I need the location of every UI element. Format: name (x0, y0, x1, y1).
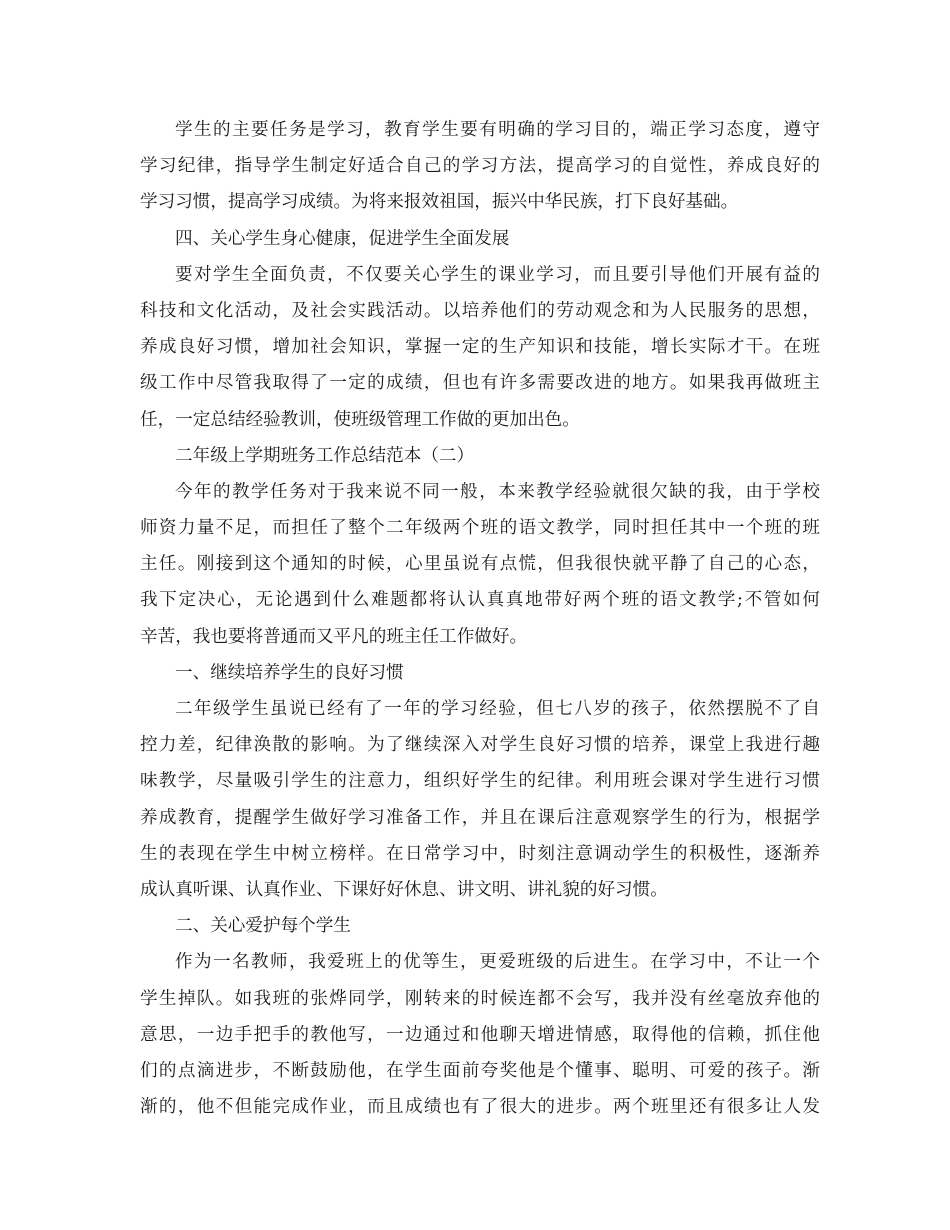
text-line: 生的表现在学生中树立榜样。在日常学习中，时刻注意调动学生的积极性，逐渐养 (140, 843, 820, 864)
text-line: 二年级学生虽说已经有了一年的学习经验，但七八岁的孩子，依然摆脱不了自 (175, 699, 820, 719)
text-line: 师资力量不足，而担任了整个二年级两个班的语文教学，同时担任其中一个班的班 (140, 518, 820, 539)
text-line: 学生掉队。如我班的张烨同学，刚转来的时候连都不会写，我并没有丝毫放弃他的 (140, 988, 820, 1009)
text-line: 学习纪律，指导学生制定好适合自己的学习方法，提高学习的自觉性，养成良好的 (140, 156, 820, 177)
text-line: 二、关心爱护每个学生 (175, 916, 351, 937)
text-line: 控力差，纪律涣散的影响。为了继续深入对学生良好习惯的培养，课堂上我进行趣 (140, 735, 820, 756)
text-line: 我下定决心，无论遇到什么难题都将认认真真地带好两个班的语文教学;不管如何 (140, 590, 820, 611)
text-line: 四、关心学生身心健康，促进学生全面发展 (175, 228, 510, 249)
text-line: 成认真听课、认真作业、下课好好休息、讲文明、讲礼貌的好习惯。 (140, 879, 668, 900)
document-body (140, 112, 820, 1125)
text-line: 味教学，尽量吸引学生的注意力，组织好学生的纪律。利用班会课对学生进行习惯 (140, 771, 820, 792)
text-line: 意思，一边手把手的教他写，一边通过和他聊天增进情感，取得他的信赖，抓住他 (140, 1024, 820, 1045)
text-line: 们的点滴进步，不断鼓励他，在学生面前夸奖他是个懂事、聪明、可爱的孩子。渐 (140, 1060, 820, 1081)
text-line: 辛苦，我也要将普通而又平凡的班主任工作做好。 (140, 626, 528, 647)
text-line: 科技和文化活动，及社会实践活动。以培养他们的劳动观念和为人民服务的思想， (140, 300, 820, 321)
text-line: 作为一名教师，我爱班上的优等生，更爱班级的后进生。在学习中，不让一个 (175, 952, 820, 973)
text-line: 学生的主要任务是学习，教育学生要有明确的学习目的，端正学习态度，遵守 (175, 120, 820, 140)
text-line: 养成良好习惯，增加社会知识，掌握一定的生产知识和技能，增长实际才干。在班 (140, 337, 820, 358)
text-line: 渐的，他不但能完成作业，而且成绩也有了很大的进步。两个班里还有很多让人发 (140, 1097, 820, 1118)
text-line: 一、继续培养学生的良好习惯 (175, 662, 404, 683)
text-line: 要对学生全面负责，不仅要关心学生的课业学习，而且要引导他们开展有益的 (175, 264, 820, 285)
text-line: 学习习惯，提高学习成绩。为将来报效祖国，振兴中华民族，打下良好基础。 (140, 192, 739, 213)
text-line: 主任。刚接到这个通知的时候，心里虽说有点慌，但我很快就平静了自己的心态， (140, 554, 820, 575)
text-line: 养成教育，提醒学生做好学习准备工作，并且在课后注意观察学生的行为，根据学 (140, 807, 820, 828)
text-line: 任，一定总结经验教训，使班级管理工作做的更加出色。 (140, 409, 580, 430)
text-line: 今年的教学任务对于我来说不同一般，本来教学经验就很欠缺的我，由于学校 (175, 481, 820, 502)
text-line: 二年级上学期班务工作总结范本（二） (175, 445, 475, 466)
text-line: 级工作中尽管我取得了一定的成绩，但也有许多需要改进的地方。如果我再做班主 (140, 373, 820, 394)
